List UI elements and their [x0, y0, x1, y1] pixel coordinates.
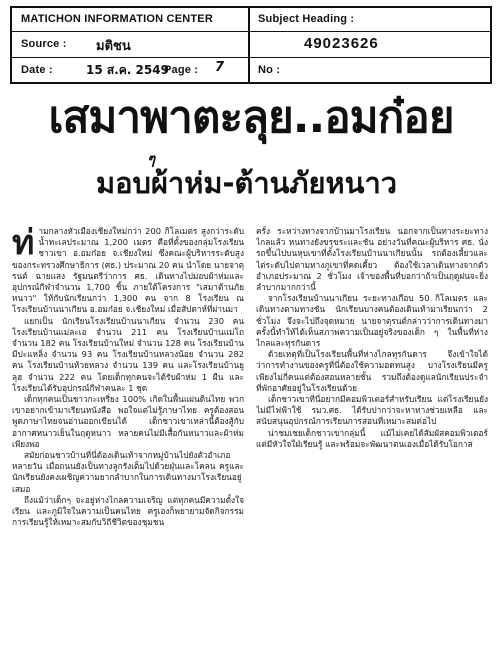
article-paragraph: เด็กทุกคนเป็นชาวกะเหรี่ยง 100% เกิดในพื้นแผ่นดินไทย พวกเขาอยากเข้ามาเรียนหนังสือ พอใจแต่ไม่รู้ภาษาไทย ครูต้องสอนพูดภาษาไทยจนอ่านออกเขียนได้ เด็กชาวเขาเหล่านี้ต้องสู้กับอากาศหนาวเย็นในฤดูหนาว หลายคนไม่มีเสื้อกันหนาวและผ้าห่มเพียงพอ — [12, 394, 244, 449]
article-paragraph: ถึงแม้ว่าเด็กๆ จะอยู่ห่างไกลความเจริญ แต่ทุกคนมีความตั้งใจเรียน และภูมิใจในความเป็นคนไทย ครูเองก็พยายามจัดกิจกรรมการเรียนรู้ให้เหมาะสมกับวิถีชีวิตของชุมชน — [12, 494, 244, 528]
handwritten-mark: ๆ — [147, 150, 156, 168]
article-paragraph — [12, 226, 244, 316]
page-value: 7 — [215, 60, 225, 75]
source-label: Source : — [21, 38, 67, 50]
article-paragraph: เด็กชาวเขาที่นี่อยากมีคอมพิวเตอร์สำหรับเรียน แต่โรงเรียนยังไม่มีไฟฟ้าใช้ รมว.ศธ. ได้รับปากว่าจะหาทางช่วยเหลือ และสนับสนุนอุปกรณ์การเรียนการสอนที่เหมาะสมต่อไป — [256, 394, 488, 427]
date-label: Date : — [21, 64, 53, 76]
no-label: No : — [258, 64, 281, 76]
article-paragraph: น่าชมเชยเด็กชาวเขากลุ่มนี้ แม้ไม่เคยได้สัมผัสคอมพิวเตอร์ แต่มีหัวใจใฝ่เรียนรู้ และพร้อมจะพัฒนาตนเองเมื่อได้รับโอกาส — [256, 427, 488, 449]
form-row-divider — [12, 57, 490, 58]
document-number: 49023626 — [304, 35, 379, 52]
paragraph-text: ามกลางหัวเมืองเชียงใหม่กว่า 200 กิโลเมตร สูงกว่าระดับน้ำทะเลประมาณ 1,200 เมตร คือที่ตั้งของกลุ่มโรงเรียนชาวเขา อ.อมก๋อย จ.เชียงใหม่ ซึ่งคณะผู้บริหารระดับสูงของกระทรวงศึกษาธิการ (ศธ.) ประมาณ 20 คน นำโดย นายจาตุรนต์ ฉายแสง รัฐมนตรีว่าการ ศธ. เดินทางไปมอบผ้าห่มและอุปกรณ์กีฬาจำนวน 1,700 ชิ้น ภายใต้โครงการ "เสมาต้านภัยหนาว" ให้กับนักเรียนกว่า 1,300 คน จาก 8 โรงเรียน ณ โรงเรียนบ้านนาเกียน อ.อมก๋อย จ.เชียงใหม่ เมื่อสัปดาห์ที่ผ่านมา — [12, 226, 244, 315]
article-column-right — [256, 226, 488, 660]
article-paragraph: จากโรงเรียนบ้านนาเกียน ระยะทางเกือบ 50 กิโลเมตร และเดินทางตามทางชัน นักเรียนบางคนต้องเดินเท้ามาเรียนกว่า 2 ชั่วโมง จึงจะไปถึงจุดหมาย นายจาตุรนต์กล่าวว่าการเดินทางมาครั้งนี้ทำให้ได้เห็นสภาพความเป็นอยู่จริงของเด็ก ๆ ในพื้นที่ห่างไกลและทุรกันดาร — [256, 293, 488, 349]
form-row-divider — [12, 31, 490, 32]
info-center-label: MATICHON INFORMATION CENTER — [21, 13, 213, 25]
article-paragraph: แยกเป็น นักเรียนโรงเรียนบ้านนาเกียน จำนวน 230 คน โรงเรียนบ้านแม่ละเอ จำนวน 211 คน โรงเรียนบ้านแม่โถ จำนวน 182 คน โรงเรียนบ้านใหม่ จำนวน 128 คน โรงเรียนบ้านมีปะแหลิ่ง จำนวน 93 คน โรงเรียนบ้านหลวงน้อย จำนวน 282 คน โรงเรียนบ้านห้วยหลวง จำนวน 139 คน และโรงเรียนบ้านยูลุฮ จำนวน 222 คน โดยเด็กทุกคนจะได้รับผ้าห่ม 1 ผืน และโรงเรียนได้รับอุปกรณ์กีฬาคนละ 1 ชุด — [12, 315, 244, 393]
subject-heading-label: Subject Heading : — [258, 13, 355, 25]
drop-cap: ท่ — [12, 226, 35, 263]
article-column-left — [12, 226, 244, 660]
clipping-header-form — [10, 6, 492, 84]
date-value: 15 ส.ค. 2549 — [86, 63, 169, 77]
form-column-divider — [248, 8, 250, 82]
article-subheadline: มอบผ้าห่ม-ต้านภัยหนาว — [96, 166, 398, 200]
article-paragraph: สมัยก่อนชาวบ้านที่นี่ต้องเดินเท้าจากหมู่บ้านไปยังตัวอำเภอหลายวัน เมื่อถนนยังเป็นทางลูกรังเต็มไปด้วยฝุ่นและโคลน ครูและนักเรียนยังคงเผชิญความยากลำบากในการเดินทางมาโรงเรียนอยู่เสมอ — [12, 450, 244, 494]
article-headline: เสมาพาตะลุย..อมก๋อย — [48, 92, 454, 143]
article-paragraph: ครั้ง ระหว่างทางจากบ้านมาโรงเรียน นอกจากเป็นทางระยะทางไกลแล้ว หนทางยังขรุขระและชัน อย่างวันที่คณะผู้บริหาร ศธ. นั่งรถขึ้นไปบนหุบเขาที่ตั้งโรงเรียนบ้านนาเกียนนั้น รถต้องเลี้ยวและไต่ระดับไปตามทางภูเขาที่คดเคี้ยว ต้องใช้เวลาเดินทางจากตัวอำเภอประมาณ 2 ชั่วโมง เจ้าของพื้นที่บอกว่าถ้าเป็นฤดูฝนจะยิ่งลำบากมากกว่านี้ — [256, 226, 488, 293]
source-value: มติชน — [96, 39, 131, 54]
page-label: Page : — [164, 64, 199, 76]
article-paragraph: ด้วยเหตุที่เป็นโรงเรียนพื้นที่ห่างไกลทุรกันดาร จึงเข้าใจได้ว่าการทำงานของครูที่นี่ต้องใช้ความอดทนสูง บางโรงเรียนมีครูเพียงไม่กี่คนแต่ต้องสอนหลายชั้น รวมถึงต้องดูแลนักเรียนประจำที่พักอาศัยอยู่ในโรงเรียนด้วย — [256, 349, 488, 393]
